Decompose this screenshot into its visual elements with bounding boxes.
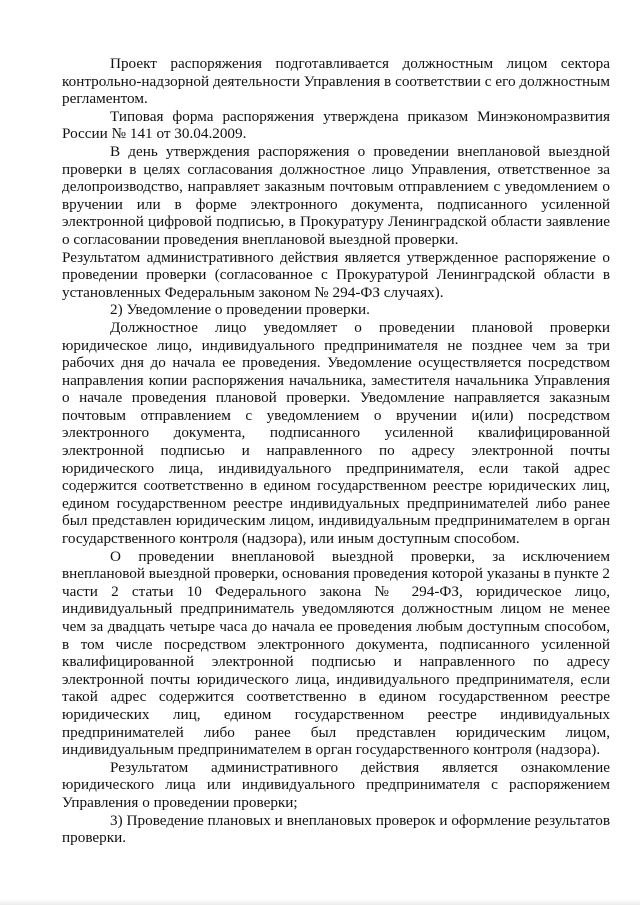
document-page [62, 55, 610, 847]
paragraph-unplanned-notification: О проведении внеплановой выездной проверки, за исключением внеплановой выездной проверки, основания проведения которой указаны в пункте 2 части 2 статьи 10 Федерального закона № 294-ФЗ, юридическое лицо, индивидуальный предприниматель уведомляются должностным лицом не менее чем за двадцать четыре часа до начала ее проведения любым доступным способом, в том числе посредством электронного документа, подписанного усиленной квалифицированной электронной подписью и направленного по адресу электронной почты юридического лица, индивидуального предпринимателя, если такой адрес содержится соответственно в едином государственном реестре юридических лиц, едином государственном реестре индивидуальных предпринимателей либо ранее был представлен юридическим лицом, индивидуальным предпринимателем в орган государственного контроля (надзора). [62, 547, 610, 759]
paragraph-approval-day: В день утверждения распоряжения о проведении внеплановой выездной проверки в целях согласования должностное лицо Управления, ответственное за делопроизводство, направляет заказным почтовым отправлением с уведомлением о вручении или в форме электронного документа, подписанного усиленной электронной цифровой подписью, в Прокуратуру Ленинградской области заявление о согласовании проведения внеплановой выездной проверки. [62, 142, 610, 248]
paragraph-result-approval: Результатом административного действия является утвержденное распоряжение о проведении проверки (согласованное с Прокуратурой Ленинградской области в установленных Федеральным законом № 294-ФЗ случаях). [62, 248, 610, 301]
section-heading-inspections: 3) Проведение плановых и внеплановых проверок и оформление результатов проверки. [62, 811, 610, 847]
paragraph-project-preparation: Проект распоряжения подготавливается должностным лицом сектора контрольно-надзорной деятельности Управления в соответствии с его должностным регламентом. [62, 55, 610, 108]
section-heading-notification: 2) Уведомление о проведении проверки. [110, 301, 370, 319]
paragraph-result-acquaintance: Результатом административного действия является ознакомление юридического лица или индивидуального предпринимателя с распоряжением Управления о проведении проверки; [62, 758, 610, 811]
scan-edge [0, 899, 640, 905]
paragraph-planned-notification: Должностное лицо уведомляет о проведении плановой проверки юридическое лицо, индивидуального предпринимателя не позднее чем за три рабочих дня до начала ее проведения. Уведомление осуществляется посредством направления копии распоряжения начальника, заместителя начальника Управления о начале проведения плановой проверки. Уведомление направляется заказным почтовым отправлением с уведомлением о вручении и(или) посредством электронного документа, подписанного усиленной квалифицированной электронной подписью и направленного по адресу электронной почты юридического лица, индивидуального предпринимателя, если такой адрес содержится соответственно в едином государственном реестре юридических лиц, едином государственном реестре индивидуальных предпринимателей либо ранее был представлен юридическим лицом, индивидуальным предпринимателем в орган государственного контроля (надзора), или иным доступным способом. [62, 318, 610, 548]
paragraph-template-form: Типовая форма распоряжения утверждена приказом Минэкономразвития России № 141 от 30.04.2009. [62, 107, 610, 143]
